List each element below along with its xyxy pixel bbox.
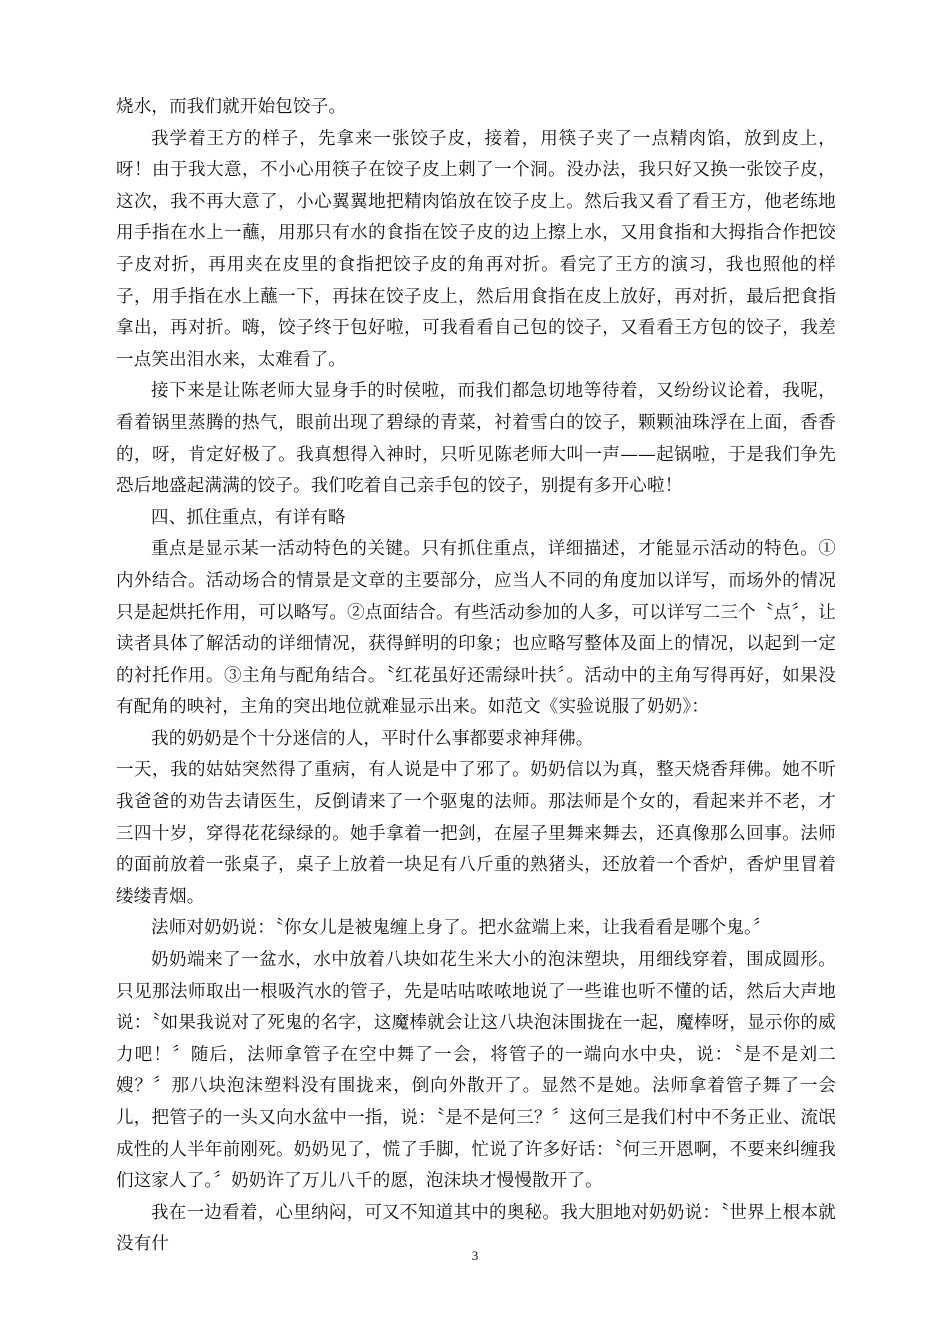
paragraph: 重点是显示某一活动特色的关键。只有抓住重点，详细描述，才能显示活动的特色。①内外结合。活动场合的情景是文章的主要部分，应当人不同的角度加以详写，而场外的情况只是起烘托作用，可以略写。②点面结合。有些活动参加的人多，可以详写二三个〝点〞，让读者具体了解活动的详细情况，获得鲜明的印象；也应略写整体及面上的情况，以起到一定的衬托作用。③主角与配角结合。〝红花虽好还需绿叶扶〞。活动中的主角写得再好，如果没有配角的映衬，主角的突出地位就难显示出来。如范文《实验说服了奶奶》：: [116, 539, 836, 718]
body-text: [116, 92, 836, 1261]
section-heading: 四、抓住重点，有详有略: [151, 507, 346, 528]
paragraph: 我学着王方的样子，先拿来一张饺子皮，接着，用筷子夹了一点精肉馅，放到皮上，呀！由于我大意，不小心用筷子在饺子皮上刺了一个洞。没办法，我只好又换一张饺子皮，这次，我不再大意了，小心翼翼地把精肉馅放在饺子皮上。然后我又看了看王方，他老练地用手指在水上一蘸，用那只有水的食指在饺子皮的边上擦上水，又用食指和大拇指合作把饺子皮对折，再用夹在皮里的食指把饺子皮的角再对折。看完了王方的演习，我也照他的样子，用手指在水上蘸一下，再抹在饺子皮上，然后用食指在皮上放好，再对折，最后把食指拿出，再对折。嗨，饺子终于包好啦，可我看看自己包的饺子，又看看王方包的饺子，我差一点笑出泪水来，太难看了。: [116, 128, 836, 370]
paragraph: 我在一边看着，心里纳闷，可又不知道其中的奥秘。我大胆地对奶奶说：〝世界上根本就没有什: [116, 1202, 836, 1255]
paragraph: 法师对奶奶说：〝你女儿是被鬼缠上身了。把水盆端上来，让我看看是哪个鬼。〞: [151, 918, 771, 939]
paragraph: 一天，我的姑姑突然得了重病，有人说是中了邪了。奶奶信以为真，整天烧香拜佛。她不听我爸爸的劝告去请医生，反倒请来了一个驱鬼的法师。那法师是个女的，看起来并不老，才三四十岁，穿得花花绿绿的。她手拿着一把剑，在屋子里舞来舞去，还真像那么回事。法师的面前放着一张桌子，桌子上放着一块足有八斤重的熟猪头，还放着一个香炉，香炉里冒着缕缕青烟。: [116, 760, 836, 907]
paragraph: 奶奶端来了一盆水，水中放着八块如花生米大小的泡沫塑块，用细线穿着，围成圆形。只见那法师取出一根吸汽水的管子，先是咕咕哝哝地说了一些谁也听不懂的话，然后大声地说：〝如果我说对了死鬼的名字，这魔棒就会让这八块泡沫围拢在一起，魔棒呀，显示你的威力吧！〞随后，法师拿管子在空中舞了一会，将管子的一端向水中央，说：〝是不是刘二嫂？〞那八块泡沫塑料没有围拢来，倒向外散开了。显然不是她。法师拿着管子舞了一会儿，把管子的一头又向水盆中一指，说：〝是不是何三？〞这何三是我们村中不务正业、流氓成性的人半年前刚死。奶奶见了，慌了手脚，忙说了许多好话：〝何三开恩啊，不要来纠缠我们这家人了。〞奶奶许了万儿八千的愿，泡沫块才慢慢散开了。: [116, 950, 836, 1192]
paragraph: 烧水，而我们就开始包饺子。: [116, 97, 347, 117]
paragraph: 接下来是让陈老师大显身手的时侯啦，而我们都急切地等待着，又纷纷议论着，我呢，看着锅里蒸腾的热气，眼前出现了碧绿的青菜，衬着雪白的饺子，颗颗油珠浮在上面，香香的，呀，肯定好极了。我真想得入神时，只听见陈老师大叫一声——起锅啦，于是我们争先恐后地盛起满满的饺子。我们吃着自己亲手包的饺子，别提有多开心啦！: [116, 381, 836, 497]
paragraph: 我的奶奶是个十分迷信的人，平时什么事都要求神拜佛。: [151, 728, 594, 749]
page-number: 3: [471, 1248, 479, 1263]
